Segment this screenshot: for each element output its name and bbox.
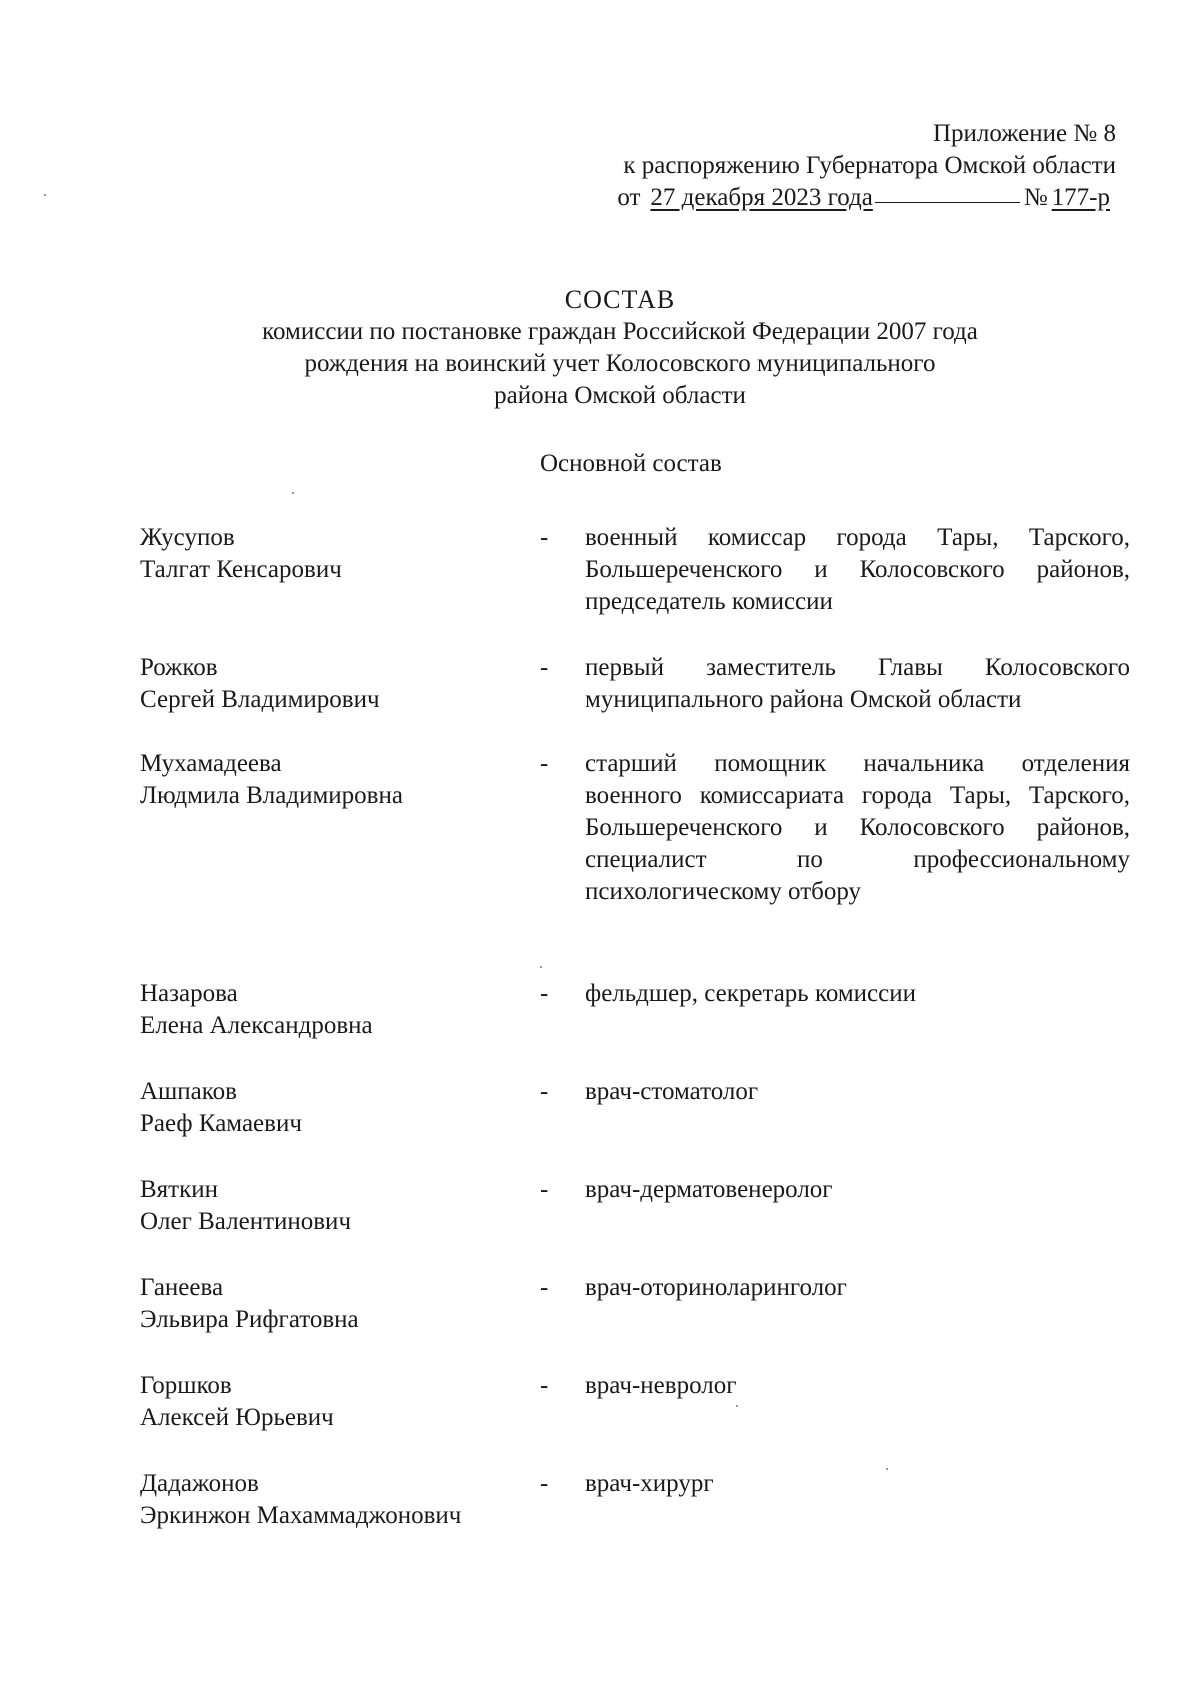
scan-speck <box>886 1468 888 1470</box>
title-line-3: района Омской области <box>494 382 746 409</box>
member-dash: - <box>540 1372 549 1399</box>
order-date-line <box>516 182 1116 214</box>
member-given-name: Сергей Владимирович <box>140 686 380 713</box>
member-surname: Ганеева <box>140 1274 224 1301</box>
member-surname: Жусупов <box>140 524 235 551</box>
member-surname: Рожков <box>140 654 218 681</box>
appendix-reference: к распоряжению Губернатора Омской области <box>623 152 1116 179</box>
member-name <box>140 1174 520 1238</box>
member-surname: Мухамадеева <box>140 750 282 777</box>
member-name <box>140 1370 520 1434</box>
member-name <box>140 522 520 586</box>
section-heading: Основной состав <box>540 450 722 477</box>
document-title: СОСТАВ <box>564 285 676 314</box>
member-name <box>140 978 520 1042</box>
title-line-2: рождения на воинский учет Колосовского муниципального <box>304 350 936 377</box>
member-dash: - <box>540 1176 549 1203</box>
member-surname: Ашпаков <box>140 1078 237 1105</box>
member-surname: Дадажонов <box>140 1470 259 1497</box>
member-role: врач-хирург <box>585 1470 714 1497</box>
member-dash: - <box>540 1274 549 1301</box>
member-given-name: Эркинжон Махаммаджонович <box>140 1502 462 1529</box>
date-blank-line <box>875 201 1020 203</box>
scan-speck <box>292 492 294 494</box>
member-role: первый заместитель Главы Колосовского муниципального района Омской области <box>585 654 1130 713</box>
member-dash: - <box>540 654 549 681</box>
member-name <box>140 1272 520 1336</box>
member-given-name: Алексей Юрьевич <box>140 1404 334 1431</box>
member-given-name: Елена Александровна <box>140 1012 373 1039</box>
member-surname: Вяткин <box>140 1176 219 1203</box>
appendix-number: Приложение № 8 <box>932 120 1116 147</box>
member-dash: - <box>540 980 549 1007</box>
scan-speck <box>736 1405 738 1407</box>
title-line-1: комиссии по постановке граждан Российской Федерации 2007 года <box>262 318 978 345</box>
member-name <box>140 748 520 812</box>
member-given-name: Талгат Кенсарович <box>140 556 342 583</box>
member-name <box>140 1076 520 1140</box>
member-role: врач-невролог <box>585 1372 737 1399</box>
approval-block <box>516 118 1116 214</box>
member-surname: Горшков <box>140 1372 232 1399</box>
scan-speck <box>44 194 46 196</box>
member-role: врач-оториноларинголог <box>585 1274 847 1301</box>
member-given-name: Раеф Камаевич <box>140 1110 302 1137</box>
member-given-name: Людмила Владимировна <box>140 782 403 809</box>
member-given-name: Эльвира Рифгатовна <box>140 1306 359 1333</box>
order-number-label: № <box>1023 184 1048 211</box>
member-role: фельдшер, секретарь комиссии <box>585 980 917 1007</box>
member-dash: - <box>540 750 549 777</box>
order-date: 27 декабря 2023 года <box>650 184 873 211</box>
member-dash: - <box>540 524 549 551</box>
member-name <box>140 652 520 716</box>
member-role: врач-стоматолог <box>585 1078 759 1105</box>
document-title-block <box>160 284 1080 412</box>
member-role: старший помощник начальника отделения военного комиссариата города Тары, Тарского, Большереченского и Колосовского районов, специалист по профессиональному психологическому отбору <box>585 750 1130 905</box>
member-role: врач-дерматовенеролог <box>585 1176 833 1203</box>
member-dash: - <box>540 1470 549 1497</box>
order-number: 177-р <box>1051 184 1110 211</box>
scan-speck <box>540 966 542 968</box>
date-prefix: от <box>617 184 641 211</box>
member-given-name: Олег Валентинович <box>140 1208 352 1235</box>
member-role: военный комиссар города Тары, Тарского, Большереченского и Колосовского районов, председатель комиссии <box>585 524 1130 615</box>
member-name <box>140 1468 520 1532</box>
member-dash: - <box>540 1078 549 1105</box>
member-surname: Назарова <box>140 980 238 1007</box>
